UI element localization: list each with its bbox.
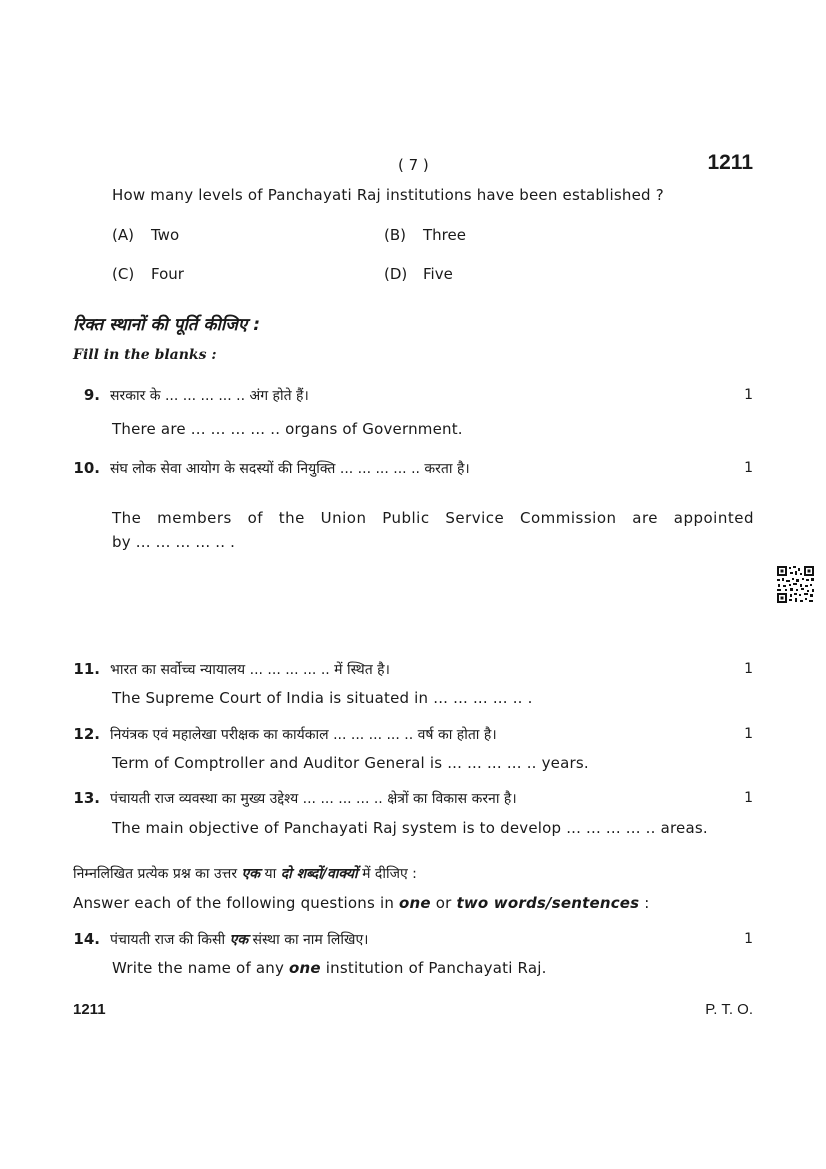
question-10-hindi-row bbox=[70, 459, 470, 478]
question-14-hindi-row bbox=[70, 930, 369, 949]
section-instruction-hindi bbox=[73, 864, 417, 883]
instruction-bold: two words/sentences bbox=[456, 894, 640, 912]
qr-code-image bbox=[776, 565, 815, 604]
question-hindi: नियंत्रक एवं महालेखा परीक्षक का कार्यकाल ... ... ... ... .. वर्ष का होता है। bbox=[110, 727, 497, 743]
paper-code-top: 1211 bbox=[707, 151, 753, 174]
option-text: Two bbox=[151, 226, 180, 244]
question-11-english: The Supreme Court of India is situated in ... ... ... ... .. . bbox=[112, 689, 533, 707]
question-hindi: भारत का सर्वोच्च न्यायालय ... ... ... ... .. में स्थित है। bbox=[110, 662, 390, 678]
question-10-mark: 1 bbox=[744, 460, 753, 476]
question-9-hindi-row bbox=[70, 386, 309, 405]
question-hindi: संघ लोक सेवा आयोग के सदस्यों की नियुक्ति ... ... ... ... .. करता है। bbox=[110, 461, 470, 477]
instruction-text: : bbox=[639, 894, 650, 912]
question-9-english: There are ... ... ... ... .. organs of Government. bbox=[112, 420, 463, 438]
question-hindi: पंचायती राज व्यवस्था का मुख्य उद्देश्य ... ... ... ... .. क्षेत्रों का विकास करना है। bbox=[110, 791, 517, 807]
instruction-bold: दो शब्दों/वाक्यों bbox=[280, 866, 358, 882]
question-text: institution of Panchayati Raj. bbox=[320, 959, 547, 977]
question-13-mark: 1 bbox=[744, 790, 753, 806]
question-bold: one bbox=[289, 959, 321, 977]
option-label: (C) bbox=[112, 265, 135, 283]
question-14-english bbox=[112, 959, 547, 977]
option-text: Four bbox=[151, 265, 184, 283]
option-b bbox=[384, 226, 466, 244]
instruction-text: or bbox=[430, 894, 457, 912]
option-text: Five bbox=[423, 265, 453, 283]
question-number: 12. bbox=[73, 725, 100, 743]
question-9-mark: 1 bbox=[744, 387, 753, 403]
question-13-english: The main objective of Panchayati Raj system is to develop ... ... ... ... .. areas. bbox=[112, 819, 708, 837]
question-10-english-line2: by ... ... ... ... .. . bbox=[112, 533, 236, 551]
question-number: 13. bbox=[73, 789, 100, 807]
instruction-bold: एक bbox=[241, 866, 261, 882]
option-label: (B) bbox=[384, 226, 406, 244]
page-number: ( 7 ) bbox=[398, 156, 429, 174]
instruction-text: Answer each of the following questions in bbox=[73, 894, 399, 912]
question-14-mark: 1 bbox=[744, 931, 753, 947]
pto-label: P. T. O. bbox=[705, 1001, 753, 1018]
option-text: Three bbox=[423, 226, 466, 244]
question-13-hindi-row bbox=[70, 789, 517, 808]
question-12-english: Term of Comptroller and Auditor General is ... ... ... ... .. years. bbox=[112, 754, 589, 772]
section-heading-english: Fill in the blanks : bbox=[73, 347, 217, 363]
section-instruction-english bbox=[73, 894, 650, 912]
question-text: संस्था का नाम लिखिए। bbox=[248, 932, 369, 948]
instruction-text: या bbox=[260, 866, 281, 882]
question-text: Write the name of any bbox=[112, 959, 290, 977]
question-number: 10. bbox=[73, 459, 100, 477]
paper-code-bottom: 1211 bbox=[73, 1001, 106, 1018]
question-11-mark: 1 bbox=[744, 661, 753, 677]
question-number: 11. bbox=[73, 660, 100, 678]
question-hindi: सरकार के ... ... ... ... .. अंग होते हैं। bbox=[110, 388, 309, 404]
question-11-hindi-row bbox=[70, 660, 390, 679]
option-label: (D) bbox=[384, 265, 408, 283]
question-8-text: How many levels of Panchayati Raj institutions have been established ? bbox=[112, 186, 664, 204]
option-d bbox=[384, 265, 453, 283]
instruction-bold: one bbox=[399, 894, 431, 912]
instruction-text: निम्नलिखित प्रत्येक प्रश्न का उत्तर bbox=[73, 866, 242, 882]
instruction-text: में दीजिए : bbox=[357, 866, 417, 882]
question-number: 9. bbox=[83, 386, 100, 404]
option-a bbox=[112, 226, 179, 244]
option-label: (A) bbox=[112, 226, 134, 244]
question-text: पंचायती राज की किसी bbox=[110, 932, 230, 948]
section-heading-hindi: रिक्त स्थानों की पूर्ति कीजिए : bbox=[73, 315, 261, 335]
question-hindi bbox=[110, 932, 369, 948]
question-12-hindi-row bbox=[70, 725, 497, 744]
question-bold: एक bbox=[229, 932, 249, 948]
question-12-mark: 1 bbox=[744, 726, 753, 742]
question-10-english-line1: The members of the Union Public Service Commission are appointed bbox=[112, 509, 754, 527]
question-number: 14. bbox=[73, 930, 100, 948]
option-c bbox=[112, 265, 184, 283]
